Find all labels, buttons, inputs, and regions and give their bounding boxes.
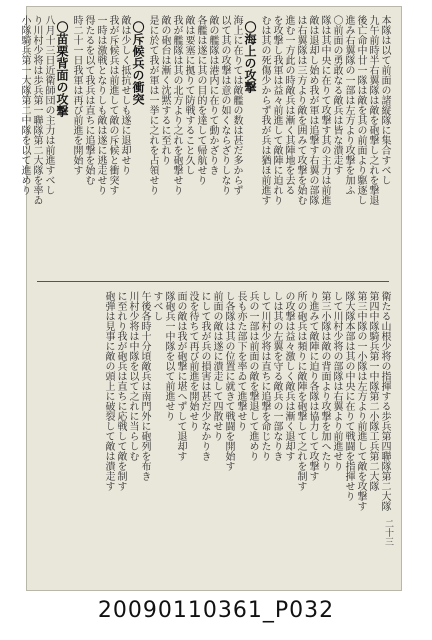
text-column: し各隊は其の位置に就きて戦闘を開始す	[223, 291, 234, 471]
text-column: 没を待ちて再び前進を開始せり	[187, 291, 198, 431]
text-column: 午後各時十分頃敵兵は南門外に砲列を布き	[139, 291, 150, 481]
text-column: 八月十三日近衛師団の主力は前進すべし	[43, 15, 54, 195]
text-column: 長も亦た部下を率ゐて進撃せり	[235, 291, 246, 431]
scanned-page	[19, 6, 402, 591]
text-column: 第三中隊の一小隊は左方より前進して敵を攻撃す	[355, 291, 366, 511]
text-column: 所の砲兵は頻りに敵陣を砲撃して之れを制す	[295, 291, 306, 491]
text-column: 川村少将は中隊を以て之れに当らしむ	[127, 291, 138, 461]
section-divider	[37, 281, 389, 282]
text-column: 敵は少しく抵抗せしも遂に退却せり	[119, 15, 130, 175]
text-column: 一時は激戦となりしも敵は遂に逃走せり	[95, 15, 106, 195]
text-column: して川村少将の部隊は右翼より前進せり	[331, 291, 342, 471]
text-column: 海上に在りては敵艦の数は甚だ多からず	[231, 15, 242, 195]
text-column: に至れり我が砲兵は直ちに応戦して敵を制す	[115, 291, 126, 491]
text-column: しは其の左翼を守る敵兵の一部なりき	[271, 291, 282, 461]
text-column: 進み右翼隊の一部は左方より攻撃を加ふ	[343, 15, 354, 195]
section-heading: 〇苗栗背面の攻撃	[55, 21, 69, 117]
text-column: すべし	[151, 291, 162, 321]
text-column: 得たるを以て我兵は直ちに追撃を始む	[83, 15, 94, 185]
text-column: むは其の死傷少からず我が兵は猶ほ前進す	[259, 15, 270, 205]
text-column: 敵の艦隊は港内に在りて動かざりき	[207, 15, 218, 175]
text-column: 我が艦隊は其の北方より之れを砲撃せり	[171, 15, 182, 195]
text-column: 敵の砲台は漸く沈黙するに至れり	[159, 15, 170, 165]
text-column: 兵の一部は前面の敵を撃退して進めり	[247, 291, 258, 461]
text-column: 隊は其中央に在りて攻撃す其の主力は前進	[319, 15, 330, 205]
text-column: 隊砲兵一中隊を以て前進せり	[163, 291, 174, 421]
text-column: 〇前面の勇敢なる敵兵は皆な潰走す	[331, 15, 342, 175]
text-column: 以て其の攻撃は意の如くならざりしなり	[219, 15, 230, 195]
text-column: 各艦は遂に其の目的を達して帰航せり	[195, 15, 206, 185]
text-column: 隊大隊本部は其の中央に在りて戦闘を指揮せり	[343, 291, 354, 501]
section-heading: 〇斥候兵の衝突	[131, 21, 145, 105]
text-column: 進む一方此の時敵兵は漸く其陣地を去る	[283, 15, 294, 195]
text-column: 敵は要塞に拠りて防戦すること久し	[183, 15, 194, 175]
text-column: して川村少将は直ちに追撃を命じたり	[259, 291, 270, 461]
bottom-text-panel	[37, 291, 389, 553]
text-column: 小隊騎兵第一大隊第二中隊を以て進めり	[19, 15, 30, 195]
text-column: の攻撃は益々激しく敵兵は漸く退却す	[283, 291, 294, 461]
text-column: 本隊は以て前面の諸縦隊に集合すべし	[379, 15, 390, 185]
text-column: 時二十一日我軍は再び前進を開始す	[71, 15, 82, 175]
text-column: は右翼隊は三方より敵を囲みて攻撃を始む	[295, 15, 306, 205]
text-column: 第四中隊騎兵第一中隊第二小隊工兵第二大隊	[367, 291, 378, 491]
text-column: 第三小隊は敵の背面より攻撃を加へたり	[319, 291, 330, 471]
text-column: にして我が兵の損害は甚だ少なかりき	[199, 291, 210, 461]
text-column: 後亡命中廿一隊は敵を其の前面より駆逐し	[355, 15, 366, 205]
text-column: を攻撃し我軍は益々前進して敵陣に迫れり	[271, 15, 282, 205]
text-column: 衛たる山根少将の指揮する歩兵第四聯隊第二大隊	[379, 291, 390, 511]
text-column: 砲弾は見事に敵の頭上に破裂して敵は潰走す	[103, 291, 114, 491]
text-column: 敵は退却し始め我が軍は追撃す右翼の部隊	[307, 15, 318, 205]
text-column: 我が斥候兵は前進して敵の斥候と衝突す	[107, 15, 118, 195]
page-number: 二十三	[383, 519, 393, 546]
text-column: り川村少将は歩兵第一聯隊第二大隊を率ゐ	[31, 15, 42, 205]
text-column: 面の敵は我が砲撃に堪へずして退却す	[175, 291, 186, 461]
text-column: り進みて敵陣に迫り各隊は協力して攻撃す	[307, 291, 318, 481]
text-column: 九午前時半右翼隊は敵を砲撃し之れを撃退	[367, 15, 378, 205]
section-heading: 〇海上の攻撃	[243, 21, 257, 93]
top-text-panel	[19, 15, 390, 273]
image-caption: 20090110361_P032	[97, 598, 335, 623]
text-column: 是に於て我が軍は一挙に之れを占領せり	[147, 15, 158, 195]
text-column: 前面の敵は遂に潰走して四散せり	[211, 291, 222, 441]
